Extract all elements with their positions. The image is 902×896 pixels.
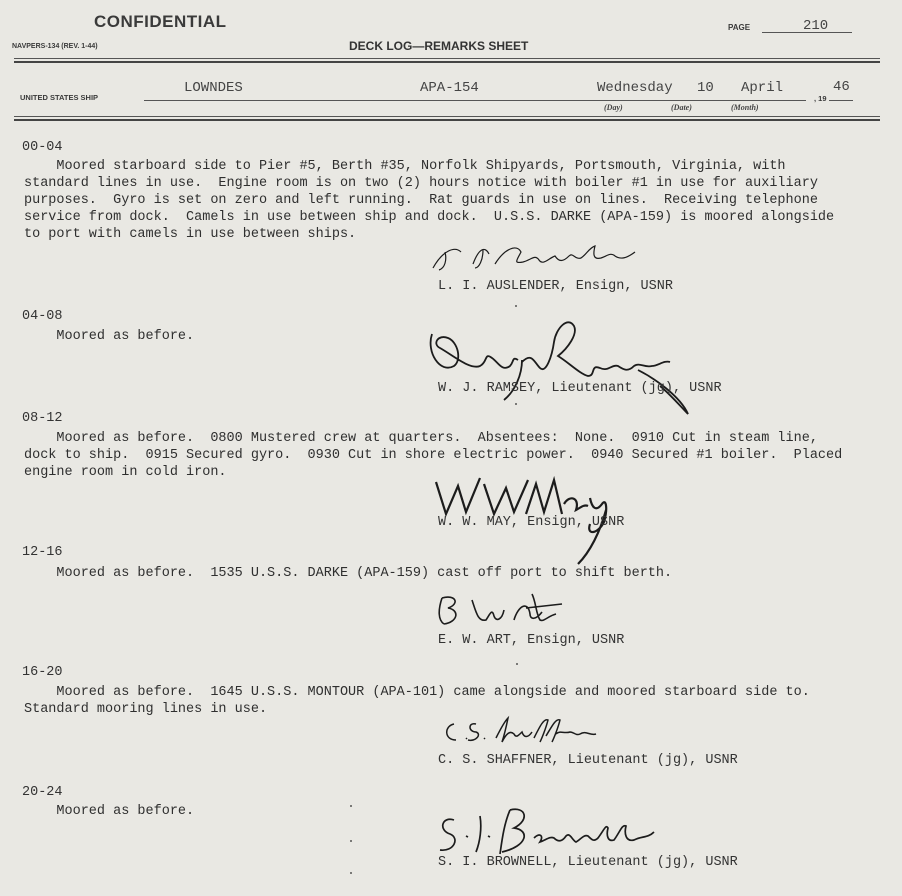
confidential-heading: CONFIDENTIAL [94,12,227,31]
fold-mark [516,663,518,665]
watch-label: 04-08 [22,309,63,324]
entry-line: engine room in cold iron. [24,465,227,480]
signature-shaffner [440,710,620,750]
day-value: Wednesday [597,80,673,96]
entry-line: to port with camels in use between ships. [24,227,357,242]
entry-line: Standard mooring lines in use. [24,702,268,717]
page-number: 210 [803,18,829,34]
entry-line: purposes. Gyro is set on zero and left running. Rat guards in use on lines. Receiving telephone [24,193,818,208]
day-caption: (Day) [604,103,623,112]
signature-auslender [425,238,665,278]
date-caption: (Date) [671,103,692,112]
entry-text: Moored as before. 1535 U.S.S. DARKE (APA-159) cast off port to shift berth. [24,566,673,581]
watch-label: 12-16 [22,545,63,560]
fold-mark [515,403,517,405]
entry-text [24,684,810,718]
signature-name: W. J. RAMSEY, Lieutenant (jg), USNR [438,381,722,396]
signature-art [432,590,572,632]
signature-name: E. W. ART, Ensign, USNR [438,633,625,648]
ship-name-line [144,100,588,101]
form-number: NAVPERS-134 (REV. 1-44) [12,43,98,50]
entry-line: standard lines in use. Engine room is on two (2) hours notice with boiler #1 in use for auxiliary [24,176,818,191]
date-line [588,100,806,101]
entry-text: Moored as before. [24,804,195,819]
form-title: DECK LOG—REMARKS SHEET [349,39,529,53]
signature-brownell [430,802,670,858]
entry-line: Moored starboard side to Pier #5, Berth #35, Norfolk Shipyards, Portsmouth, Virginia, with [24,159,786,174]
year-prefix: , 19 [814,94,827,103]
info-rule [14,116,880,117]
entry-line: Moored as before. 0800 Mustered crew at quarters. Absentees: None. 0910 Cut in steam line, [24,431,818,446]
entry-line: service from dock. Camels in use between ship and dock. U.S.S. DARKE (APA-159) is moored alongside [24,210,835,225]
entry-line: dock to ship. 0915 Secured gyro. 0930 Cut in shore electric power. 0940 Secured #1 boiler. Placed [24,448,843,463]
entry-text: Moored as before. [24,329,195,344]
watch-label: 00-04 [22,140,63,155]
ship-label: UNITED STATES SHIP [20,93,99,102]
signature-ramsey [418,312,708,422]
year-value: 46 [833,79,850,95]
month-caption: (Month) [731,103,759,112]
watch-label: 08-12 [22,411,63,426]
hull-number: APA-154 [420,80,479,96]
month-value: April [741,80,784,96]
signature-name: S. I. BROWNELL, Lieutenant (jg), USNR [438,855,738,870]
signature-name: C. S. SHAFFNER, Lieutenant (jg), USNR [438,753,738,768]
watch-label: 20-24 [22,785,63,800]
ship-name: LOWNDES [184,80,243,96]
header-rule-thick [14,61,880,63]
fold-mark [350,840,352,842]
header-rule [14,58,880,59]
year-line [829,100,853,101]
info-rule-thick [14,119,880,121]
page-label: PAGE [728,23,751,32]
entry-line: Moored as before. 1645 U.S.S. MONTOUR (APA-101) came alongside and moored starboard side to. [24,685,810,700]
signature-name: L. I. AUSLENDER, Ensign, USNR [438,279,673,294]
watch-label: 16-20 [22,665,63,680]
entry-text [24,158,834,243]
fold-mark [350,805,352,807]
date-value: 10 [697,80,714,96]
signature-name: W. W. MAY, Ensign, USNR [438,515,625,530]
fold-mark [515,305,517,307]
fold-mark [350,872,352,874]
